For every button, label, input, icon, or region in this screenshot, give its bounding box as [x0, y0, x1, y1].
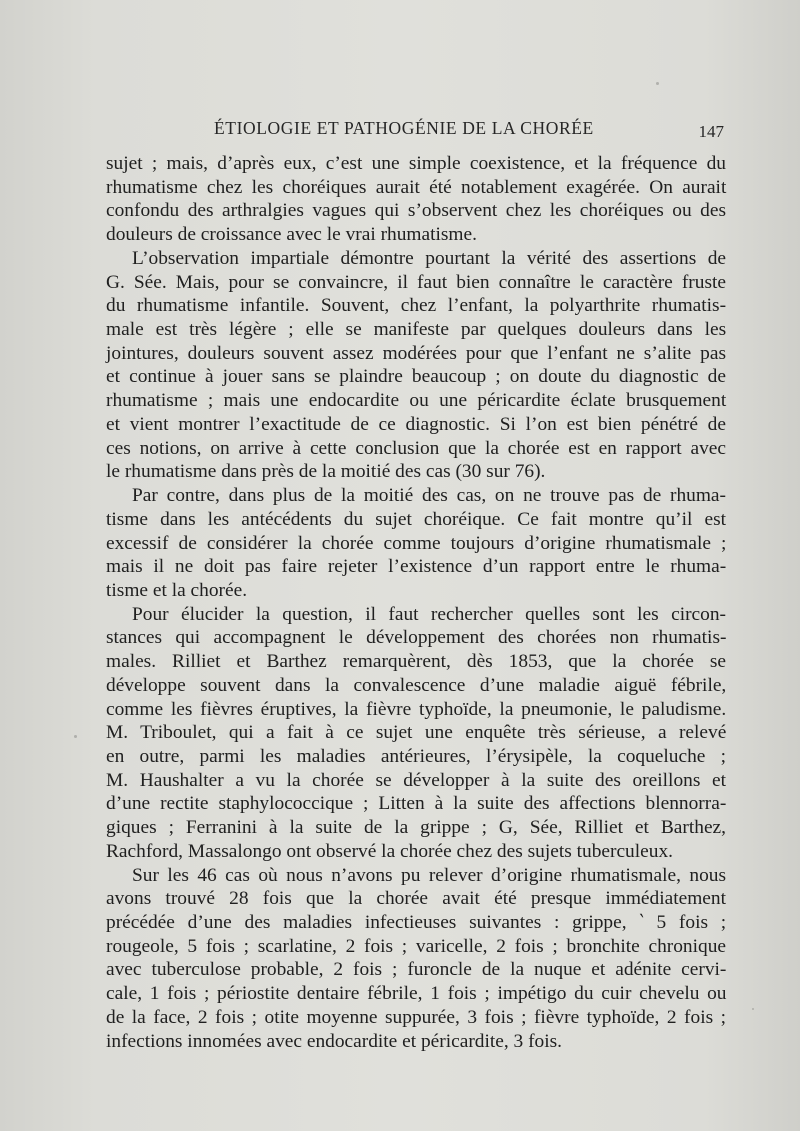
text-line: tisme dans les antécédents du sujet choréique. Ce fait montre qu’il est	[106, 508, 726, 530]
text-line: L’observation impartiale démontre pourtant la vérité des assertions de	[132, 247, 727, 269]
text-line: de la face, 2 fois ; otite moyenne suppurée, 3 fois ; fièvre typhoïde, 2 fois ;	[106, 1006, 726, 1028]
text-line: en outre, parmi les maladies antérieures, l’érysipèle, la coqueluche ;	[106, 745, 726, 767]
text-line: Sur les 46 cas où nous n’avons pu relever d’origine rhumatismale, nous	[132, 864, 726, 886]
text-line: ces notions, on arrive à cette conclusion que la chorée est en rapport avec	[106, 437, 726, 459]
text-line: Pour élucider la question, il faut rechercher quelles sont les circon-	[132, 603, 726, 625]
paragraph	[106, 484, 726, 603]
text-line: infections innomées avec endocardite et péricardite, 3 fois.	[106, 1030, 563, 1052]
page-number: 147	[698, 122, 724, 141]
text-line: giques ; Ferranini à la suite de la grippe ; G, Sée, Rilliet et Barthez,	[106, 817, 726, 839]
text-line: d’une rectite staphylococcique ; Litten à la suite des affections blennorra-	[106, 793, 727, 815]
text-line: avec tuberculose probable, 2 fois ; furoncle de la nuque et adénite cervi-	[106, 959, 727, 981]
text-line: G. Sée. Mais, pour se convaincre, il faut bien connaître le caractère fruste	[106, 271, 726, 293]
chapter-title: ÉTIOLOGIE ET PATHOGÉNIE DE LA CHORÉE	[214, 118, 594, 138]
paragraph	[106, 152, 726, 247]
text-line: males. Rilliet et Barthez remarquèrent, dès 1853, que la chorée se	[106, 651, 726, 673]
text-line: rhumatisme chez les choréiques aurait été notablement exagérée. On aurait	[106, 176, 727, 198]
text-line: rhumatisme ; mais une endocardite ou une péricardite éclate brusquement	[106, 390, 727, 412]
text-line: excessif de considérer la chorée comme toujours d’origine rhumatismale ;	[106, 532, 727, 554]
running-head	[106, 116, 726, 144]
body-text	[106, 152, 726, 1053]
paragraph	[106, 864, 726, 1054]
text-line: cale, 1 fois ; périostite dentaire fébrile, 1 fois ; impétigo du cuir chevelu ou	[106, 983, 727, 1005]
text-line: Rachford, Massalongo ont observé la chorée chez des sujets tuberculeux.	[106, 840, 673, 862]
text-line: précédée d’une des maladies infectieuses suivantes : grippe, ‵ 5 fois ;	[106, 912, 727, 933]
text-line: mais il ne doit pas faire rejeter l’existence d’un rapport entre le rhuma-	[106, 556, 727, 578]
text-line: M. Triboulet, qui a fait à ce sujet une enquête très sérieuse, a relevé	[106, 722, 727, 744]
paragraph	[106, 603, 726, 864]
paragraph	[106, 247, 726, 484]
text-line: le rhumatisme dans près de la moitié des cas (30 sur 76).	[106, 461, 546, 483]
text-line: douleurs de croissance avec le vrai rhumatisme.	[106, 224, 477, 246]
text-line: rougeole, 5 fois ; scarlatine, 2 fois ; varicelle, 2 fois ; bronchite chronique	[106, 935, 726, 957]
text-line: et vient montrer l’exactitude de ce diagnostic. Si l’on est bien pénétré de	[106, 413, 726, 435]
text-line: du rhumatisme infantile. Souvent, chez l’enfant, la polyarthrite rhumatis-	[106, 295, 727, 317]
text-line: M. Haushalter a vu la chorée se développer à la suite des oreillons et	[106, 769, 726, 791]
text-line: et continue à jouer sans se plaindre beaucoup ; on doute du diagnostic de	[106, 366, 726, 388]
text-line: tisme et la chorée.	[106, 579, 248, 601]
text-line: avons trouvé 28 fois que la chorée avait été presque immédiatement	[106, 888, 726, 910]
text-line: développe souvent dans la convalescence d’une maladie aiguë fébrile,	[106, 674, 727, 696]
text-line: confondu des arthralgies vagues qui s’observent chez les choréiques ou des	[106, 200, 726, 222]
text-line: jointures, douleurs souvent assez modérées pour que l’enfant ne s’alite pas	[106, 342, 726, 364]
text-line: male est très légère ; elle se manifeste par quelques douleurs dans les	[106, 319, 727, 341]
text-line: stances qui accompagnent le développement des chorées non rhumatis-	[106, 627, 727, 649]
text-line: comme les fièvres éruptives, la fièvre typhoïde, la pneumonie, le paludisme.	[106, 698, 727, 720]
text-line: Par contre, dans plus de la moitié des cas, on ne trouve pas de rhuma-	[132, 485, 726, 507]
text-line: sujet ; mais, d’après eux, c’est une simple coexistence, et la fréquence du	[106, 153, 726, 174]
